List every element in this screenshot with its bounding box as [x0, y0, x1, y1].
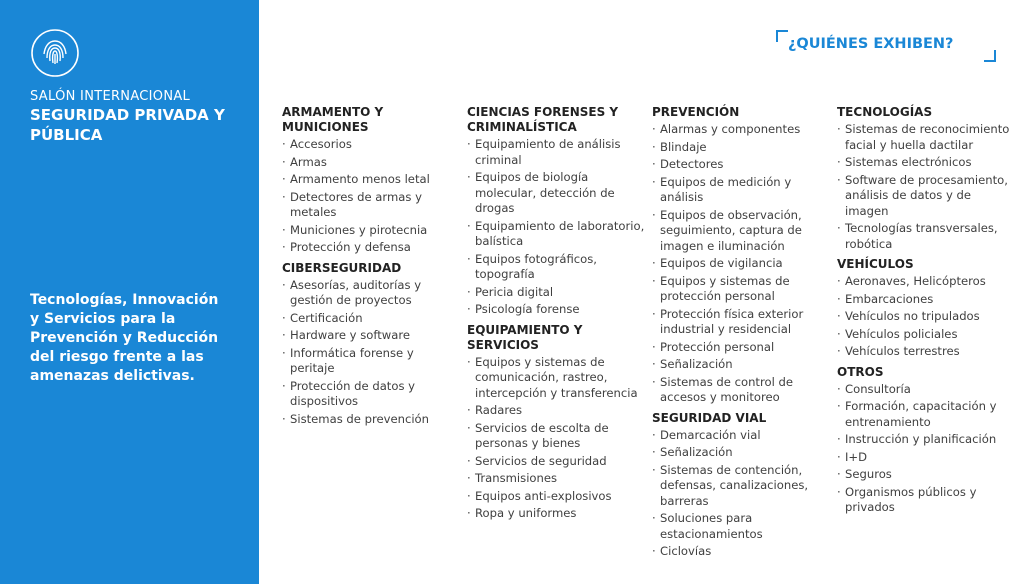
- list-item: · Ropa y uniformes: [467, 506, 645, 522]
- list-item: · Sistemas electrónicos: [837, 155, 1015, 171]
- category-list: [837, 122, 1015, 252]
- list-item: · Señalización: [652, 445, 830, 461]
- fingerprint-icon: [30, 28, 80, 78]
- category-list: [467, 137, 645, 318]
- section-header: [776, 30, 996, 62]
- tagline: Tecnologías, Innovación y Servicios para la Prevención y Reducción del riesgo frente a las amenazas delictivas.: [30, 292, 219, 384]
- category-title: VEHÍCULOS: [837, 257, 914, 271]
- list-item: · Equipos anti-explosivos: [467, 489, 645, 505]
- list-item: · Servicios de seguridad: [467, 454, 645, 470]
- category-list: [837, 274, 1015, 360]
- list-item: · Protección personal: [652, 340, 830, 356]
- list-item: · Formación, capacitación y entrenamiento: [837, 399, 1015, 430]
- list-item: · Organismos públicos y privados: [837, 485, 1015, 516]
- category-list: [282, 278, 460, 428]
- list-item: · Instrucción y planificación: [837, 432, 1015, 448]
- list-item: · Equipos y sistemas de comunicación, rastreo, intercepción y transferencia: [467, 355, 645, 402]
- list-item: · Sistemas de control de accesos y monitoreo: [652, 375, 830, 406]
- list-item: · Transmisiones: [467, 471, 645, 487]
- list-item: · Aeronaves, Helicópteros: [837, 274, 1015, 290]
- list-item: · Pericia digital: [467, 285, 645, 301]
- sidebar: [0, 0, 259, 584]
- list-item: · Alarmas y componentes: [652, 122, 830, 138]
- category-title: SEGURIDAD VIAL: [652, 410, 767, 425]
- list-item: · Accesorios: [282, 137, 460, 153]
- category-title: PREVENCIÓN: [652, 105, 740, 119]
- list-item: · Sistemas de prevención: [282, 412, 460, 428]
- list-item: · Equipos de medición y análisis: [652, 175, 830, 206]
- list-item: · Servicios de escolta de personas y bienes: [467, 421, 645, 452]
- category-title: CIENCIAS FORENSES Y CRIMINALÍSTICA: [467, 105, 619, 134]
- list-item: · Seguros: [837, 467, 1015, 483]
- list-item: · Protección física exterior industrial y residencial: [652, 307, 830, 338]
- list-item: · Equipos y sistemas de protección personal: [652, 274, 830, 305]
- category-list: [467, 355, 645, 522]
- list-item: · Vehículos terrestres: [837, 344, 1015, 360]
- list-item: · Protección y defensa: [282, 240, 460, 256]
- list-item: · Protección de datos y dispositivos: [282, 379, 460, 410]
- list-item: · Embarcaciones: [837, 292, 1015, 308]
- list-item: · Sistemas de contención, defensas, canalizaciones, barreras: [652, 463, 830, 510]
- list-item: · Asesorías, auditorías y gestión de proyectos: [282, 278, 460, 309]
- list-item: · Psicología forense: [467, 302, 645, 318]
- category-column: [282, 105, 460, 429]
- list-item: · Equipos de observación, seguimiento, captura de imagen e iluminación: [652, 208, 830, 255]
- list-item: · Equipos de biología molecular, detección de drogas: [467, 170, 645, 217]
- event-subtitle: SALÓN INTERNACIONAL: [30, 89, 191, 104]
- category-title: TECNOLOGÍAS: [837, 105, 933, 119]
- category-list: [837, 382, 1015, 516]
- list-item: · Equipos de vigilancia: [652, 256, 830, 272]
- corner-bracket-bottom-right: [984, 50, 996, 62]
- list-item: · Señalización: [652, 357, 830, 373]
- list-item: · Demarcación vial: [652, 428, 830, 444]
- list-item: · Consultoría: [837, 382, 1015, 398]
- list-item: · Armamento menos letal: [282, 172, 460, 188]
- category-column: [837, 105, 1015, 518]
- category-title: OTROS: [837, 364, 884, 379]
- list-item: · Vehículos policiales: [837, 327, 1015, 343]
- list-item: · Equipos fotográficos, topografía: [467, 252, 645, 283]
- category-list: [652, 428, 830, 560]
- list-item: · Certificación: [282, 311, 460, 327]
- list-item: · Tecnologías transversales, robótica: [837, 221, 1015, 252]
- event-title: SEGURIDAD PRIVADA Y PÚBLICA: [30, 106, 225, 144]
- list-item: · Ciclovías: [652, 544, 830, 560]
- corner-bracket-top-left: [776, 30, 788, 42]
- list-item: · I+D: [837, 450, 1015, 466]
- category-list: [652, 122, 830, 406]
- list-item: · Soluciones para estacionamientos: [652, 511, 830, 542]
- category-title: CIBERSEGURIDAD: [282, 260, 402, 275]
- category-column: [467, 105, 645, 524]
- category-title: ARMAMENTO Y MUNICIONES: [282, 105, 384, 134]
- list-item: · Software de procesamiento, análisis de datos y de imagen: [837, 173, 1015, 220]
- category-column: [652, 105, 830, 562]
- list-item: · Detectores de armas y metales: [282, 190, 460, 221]
- list-item: · Blindaje: [652, 140, 830, 156]
- list-item: · Armas: [282, 155, 460, 171]
- list-item: · Radares: [467, 403, 645, 419]
- list-item: · Detectores: [652, 157, 830, 173]
- list-item: · Vehículos no tripulados: [837, 309, 1015, 325]
- category-title: EQUIPAMIENTO Y SERVICIOS: [467, 322, 583, 352]
- list-item: · Sistemas de reconocimiento facial y huella dactilar: [837, 122, 1015, 153]
- list-item: · Municiones y pirotecnia: [282, 223, 460, 239]
- page-title: ¿QUIÉNES EXHIBEN?: [788, 36, 954, 52]
- list-item: · Informática forense y peritaje: [282, 346, 460, 377]
- list-item: · Equipamiento de laboratorio, balística: [467, 219, 645, 250]
- category-list: [282, 137, 460, 256]
- list-item: · Equipamiento de análisis criminal: [467, 137, 645, 168]
- list-item: · Hardware y software: [282, 328, 460, 344]
